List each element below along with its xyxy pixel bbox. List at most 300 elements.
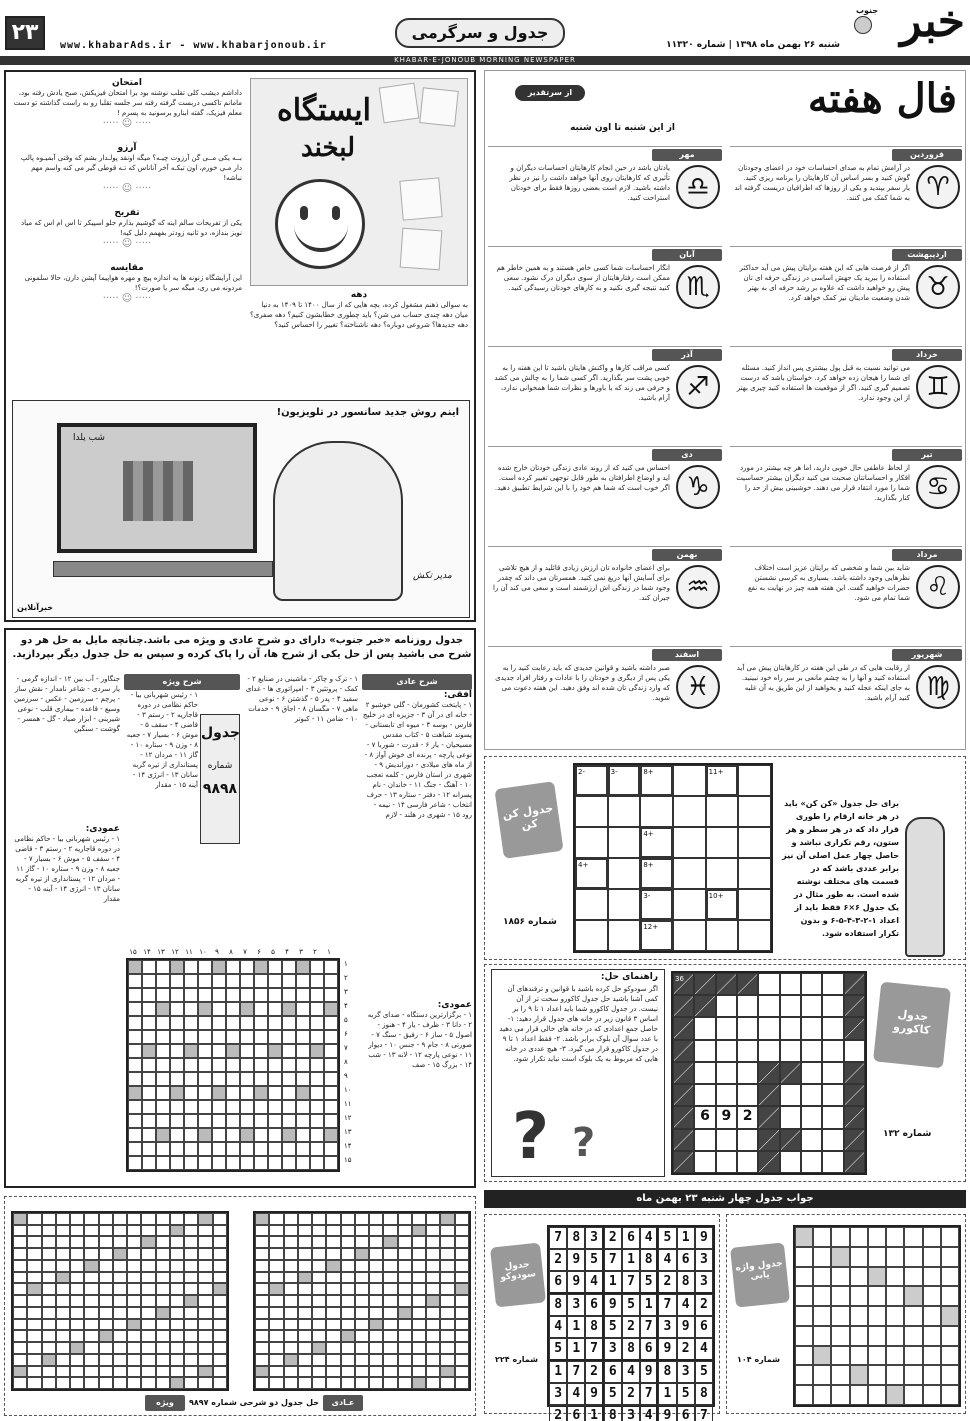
crossword-cell[interactable] xyxy=(240,1100,254,1114)
kakuro-cell[interactable] xyxy=(801,973,822,995)
crossword-cell[interactable] xyxy=(128,1086,142,1100)
crossword-cell[interactable] xyxy=(310,988,324,1002)
crossword-cell[interactable] xyxy=(310,1156,324,1170)
crossword-cell[interactable] xyxy=(142,1072,156,1086)
crossword-cell[interactable] xyxy=(240,1114,254,1128)
crossword-cell[interactable] xyxy=(226,1002,240,1016)
crossword-cell[interactable] xyxy=(282,1058,296,1072)
kenken-cell[interactable] xyxy=(673,889,706,920)
crossword-cell[interactable] xyxy=(198,1058,212,1072)
crossword-cell[interactable] xyxy=(212,974,226,988)
crossword-cell[interactable] xyxy=(310,1016,324,1030)
kakuro-cell[interactable] xyxy=(780,1106,801,1128)
crossword-cell[interactable] xyxy=(128,974,142,988)
crossword-cell[interactable] xyxy=(184,1156,198,1170)
crossword-cell[interactable] xyxy=(212,1072,226,1086)
crossword-cell[interactable] xyxy=(254,1142,268,1156)
crossword-cell[interactable] xyxy=(324,1100,338,1114)
crossword-cell[interactable] xyxy=(226,988,240,1002)
crossword-cell[interactable] xyxy=(198,1030,212,1044)
crossword-cell[interactable] xyxy=(324,1156,338,1170)
crossword-cell[interactable] xyxy=(282,1156,296,1170)
crossword-cell[interactable] xyxy=(212,1086,226,1100)
crossword-cell[interactable] xyxy=(282,1128,296,1142)
kenken-cell[interactable] xyxy=(706,765,739,796)
crossword-cell[interactable] xyxy=(128,1016,142,1030)
kakuro-cell[interactable] xyxy=(694,1106,715,1128)
kakuro-cell[interactable] xyxy=(822,1106,843,1128)
crossword-cell[interactable] xyxy=(296,1086,310,1100)
crossword-cell[interactable] xyxy=(240,988,254,1002)
kenken-cell[interactable] xyxy=(640,827,673,858)
crossword-cell[interactable] xyxy=(324,1128,338,1142)
crossword-cell[interactable] xyxy=(254,1086,268,1100)
crossword-cell[interactable] xyxy=(310,974,324,988)
crossword-cell[interactable] xyxy=(310,1072,324,1086)
crossword-cell[interactable] xyxy=(128,1142,142,1156)
kakuro-cell[interactable] xyxy=(780,1040,801,1062)
crossword-cell[interactable] xyxy=(296,1044,310,1058)
kakuro-cell[interactable] xyxy=(694,1084,715,1106)
crossword-cell[interactable] xyxy=(170,1114,184,1128)
crossword-cell[interactable] xyxy=(128,1072,142,1086)
crossword-cell[interactable] xyxy=(226,1058,240,1072)
crossword-cell[interactable] xyxy=(156,960,170,974)
crossword-grid[interactable] xyxy=(126,958,340,1172)
crossword-cell[interactable] xyxy=(226,1100,240,1114)
crossword-cell[interactable] xyxy=(226,1086,240,1100)
kakuro-cell[interactable] xyxy=(737,1040,758,1062)
kenken-cell[interactable] xyxy=(706,827,739,858)
crossword-cell[interactable] xyxy=(156,1086,170,1100)
crossword-cell[interactable] xyxy=(198,1156,212,1170)
crossword-cell[interactable] xyxy=(268,1142,282,1156)
kakuro-cell[interactable] xyxy=(694,1040,715,1062)
kakuro-grid[interactable] xyxy=(671,971,867,1175)
crossword-cell[interactable] xyxy=(310,1030,324,1044)
crossword-cell[interactable] xyxy=(268,1086,282,1100)
crossword-cell[interactable] xyxy=(156,1002,170,1016)
crossword-cell[interactable] xyxy=(310,1114,324,1128)
crossword-cell[interactable] xyxy=(156,1156,170,1170)
crossword-cell[interactable] xyxy=(324,988,338,1002)
crossword-cell[interactable] xyxy=(254,1100,268,1114)
kenken-cell[interactable] xyxy=(575,889,608,920)
kakuro-cell[interactable] xyxy=(737,1129,758,1151)
kakuro-cell[interactable] xyxy=(716,1106,737,1128)
crossword-cell[interactable] xyxy=(254,1156,268,1170)
kakuro-cell[interactable] xyxy=(716,1040,737,1062)
kakuro-cell[interactable] xyxy=(801,1040,822,1062)
kenken-cell[interactable] xyxy=(575,858,608,889)
kakuro-cell[interactable] xyxy=(716,1129,737,1151)
crossword-cell[interactable] xyxy=(212,1002,226,1016)
crossword-cell[interactable] xyxy=(184,1016,198,1030)
kenken-cell[interactable] xyxy=(575,920,608,951)
kakuro-cell[interactable] xyxy=(716,1062,737,1084)
kakuro-cell[interactable] xyxy=(801,1106,822,1128)
crossword-cell[interactable] xyxy=(184,960,198,974)
kakuro-cell[interactable] xyxy=(801,1017,822,1039)
crossword-cell[interactable] xyxy=(254,1114,268,1128)
crossword-cell[interactable] xyxy=(198,1128,212,1142)
crossword-cell[interactable] xyxy=(128,960,142,974)
kakuro-cell[interactable] xyxy=(758,973,779,995)
crossword-cell[interactable] xyxy=(128,1128,142,1142)
crossword-cell[interactable] xyxy=(156,1058,170,1072)
crossword-cell[interactable] xyxy=(212,960,226,974)
crossword-cell[interactable] xyxy=(296,1016,310,1030)
kenken-cell[interactable] xyxy=(640,765,673,796)
kenken-cell[interactable] xyxy=(706,796,739,827)
kakuro-cell[interactable] xyxy=(822,973,843,995)
crossword-cell[interactable] xyxy=(324,1086,338,1100)
crossword-cell[interactable] xyxy=(254,1044,268,1058)
crossword-cell[interactable] xyxy=(156,1016,170,1030)
crossword-cell[interactable] xyxy=(268,988,282,1002)
kenken-cell[interactable] xyxy=(738,827,771,858)
crossword-cell[interactable] xyxy=(156,1030,170,1044)
crossword-cell[interactable] xyxy=(254,974,268,988)
kenken-cell[interactable] xyxy=(706,858,739,889)
crossword-cell[interactable] xyxy=(268,1002,282,1016)
crossword-cell[interactable] xyxy=(282,974,296,988)
crossword-cell[interactable] xyxy=(296,1002,310,1016)
crossword-cell[interactable] xyxy=(268,960,282,974)
kakuro-cell[interactable] xyxy=(737,1106,758,1128)
crossword-cell[interactable] xyxy=(310,1142,324,1156)
crossword-cell[interactable] xyxy=(296,1128,310,1142)
kenken-cell[interactable] xyxy=(608,796,641,827)
kenken-cell[interactable] xyxy=(738,920,771,951)
crossword-cell[interactable] xyxy=(212,1114,226,1128)
crossword-cell[interactable] xyxy=(184,988,198,1002)
crossword-cell[interactable] xyxy=(184,1086,198,1100)
crossword-cell[interactable] xyxy=(296,1058,310,1072)
kenken-cell[interactable] xyxy=(706,920,739,951)
crossword-cell[interactable] xyxy=(212,1128,226,1142)
crossword-cell[interactable] xyxy=(198,1002,212,1016)
crossword-cell[interactable] xyxy=(296,1072,310,1086)
crossword-cell[interactable] xyxy=(212,1100,226,1114)
crossword-cell[interactable] xyxy=(142,1016,156,1030)
crossword-cell[interactable] xyxy=(184,1072,198,1086)
crossword-cell[interactable] xyxy=(184,1128,198,1142)
kenken-cell[interactable] xyxy=(738,765,771,796)
kakuro-cell[interactable] xyxy=(694,1017,715,1039)
crossword-cell[interactable] xyxy=(310,1128,324,1142)
crossword-cell[interactable] xyxy=(142,974,156,988)
kakuro-cell[interactable] xyxy=(780,973,801,995)
crossword-cell[interactable] xyxy=(212,1016,226,1030)
crossword-cell[interactable] xyxy=(254,1002,268,1016)
kakuro-cell[interactable] xyxy=(780,1151,801,1173)
crossword-cell[interactable] xyxy=(170,1100,184,1114)
kenken-cell[interactable] xyxy=(608,765,641,796)
crossword-cell[interactable] xyxy=(128,1002,142,1016)
crossword-cell[interactable] xyxy=(142,1100,156,1114)
crossword-cell[interactable] xyxy=(268,1100,282,1114)
kenken-cell[interactable] xyxy=(575,765,608,796)
crossword-cell[interactable] xyxy=(170,1142,184,1156)
crossword-cell[interactable] xyxy=(142,1086,156,1100)
crossword-cell[interactable] xyxy=(156,1044,170,1058)
crossword-cell[interactable] xyxy=(282,960,296,974)
crossword-cell[interactable] xyxy=(240,1156,254,1170)
crossword-cell[interactable] xyxy=(184,1002,198,1016)
crossword-cell[interactable] xyxy=(212,1156,226,1170)
crossword-cell[interactable] xyxy=(184,974,198,988)
kenken-cell[interactable] xyxy=(575,796,608,827)
kenken-cell[interactable] xyxy=(608,858,641,889)
kenken-cell[interactable] xyxy=(673,920,706,951)
crossword-cell[interactable] xyxy=(226,1072,240,1086)
crossword-cell[interactable] xyxy=(226,1128,240,1142)
kakuro-cell[interactable] xyxy=(822,1017,843,1039)
kakuro-cell[interactable] xyxy=(737,1151,758,1173)
crossword-cell[interactable] xyxy=(128,1044,142,1058)
crossword-cell[interactable] xyxy=(128,1100,142,1114)
crossword-cell[interactable] xyxy=(240,1128,254,1142)
crossword-cell[interactable] xyxy=(198,1100,212,1114)
crossword-cell[interactable] xyxy=(226,1044,240,1058)
crossword-cell[interactable] xyxy=(170,1016,184,1030)
websites[interactable]: www.khabarAds.ir - www.khabarjonoub.ir xyxy=(60,40,327,51)
crossword-cell[interactable] xyxy=(282,1044,296,1058)
crossword-cell[interactable] xyxy=(282,1030,296,1044)
crossword-cell[interactable] xyxy=(268,1156,282,1170)
crossword-cell[interactable] xyxy=(142,1156,156,1170)
crossword-cell[interactable] xyxy=(156,988,170,1002)
crossword-cell[interactable] xyxy=(170,960,184,974)
crossword-cell[interactable] xyxy=(324,960,338,974)
crossword-cell[interactable] xyxy=(296,1114,310,1128)
crossword-cell[interactable] xyxy=(226,1114,240,1128)
crossword-cell[interactable] xyxy=(184,1044,198,1058)
crossword-cell[interactable] xyxy=(282,1114,296,1128)
crossword-cell[interactable] xyxy=(170,1128,184,1142)
kakuro-cell[interactable] xyxy=(716,995,737,1017)
crossword-cell[interactable] xyxy=(198,988,212,1002)
crossword-cell[interactable] xyxy=(170,988,184,1002)
kakuro-cell[interactable] xyxy=(737,1062,758,1084)
crossword-cell[interactable] xyxy=(254,1058,268,1072)
kenken-grid[interactable] xyxy=(573,763,773,953)
crossword-cell[interactable] xyxy=(226,1156,240,1170)
kenken-cell[interactable] xyxy=(640,920,673,951)
crossword-cell[interactable] xyxy=(240,1072,254,1086)
kenken-cell[interactable] xyxy=(673,765,706,796)
crossword-cell[interactable] xyxy=(268,1114,282,1128)
kakuro-cell[interactable] xyxy=(801,1129,822,1151)
kenken-cell[interactable] xyxy=(738,796,771,827)
crossword-cell[interactable] xyxy=(170,1030,184,1044)
crossword-cell[interactable] xyxy=(198,1142,212,1156)
crossword-cell[interactable] xyxy=(310,1002,324,1016)
crossword-cell[interactable] xyxy=(184,1058,198,1072)
crossword-cell[interactable] xyxy=(156,1114,170,1128)
crossword-cell[interactable] xyxy=(324,1142,338,1156)
crossword-cell[interactable] xyxy=(128,988,142,1002)
crossword-cell[interactable] xyxy=(142,1002,156,1016)
crossword-cell[interactable] xyxy=(198,1044,212,1058)
crossword-cell[interactable] xyxy=(268,1030,282,1044)
crossword-cell[interactable] xyxy=(226,974,240,988)
crossword-cell[interactable] xyxy=(170,1002,184,1016)
crossword-cell[interactable] xyxy=(184,1030,198,1044)
kakuro-cell[interactable] xyxy=(716,1151,737,1173)
crossword-cell[interactable] xyxy=(240,1086,254,1100)
crossword-cell[interactable] xyxy=(324,1114,338,1128)
crossword-cell[interactable] xyxy=(296,1100,310,1114)
crossword-cell[interactable] xyxy=(254,1128,268,1142)
crossword-cell[interactable] xyxy=(128,1156,142,1170)
crossword-cell[interactable] xyxy=(324,1016,338,1030)
kakuro-cell[interactable] xyxy=(801,1084,822,1106)
crossword-cell[interactable] xyxy=(310,1086,324,1100)
crossword-cell[interactable] xyxy=(268,974,282,988)
crossword-cell[interactable] xyxy=(240,1044,254,1058)
crossword-cell[interactable] xyxy=(198,1072,212,1086)
kakuro-cell[interactable] xyxy=(737,1084,758,1106)
crossword-cell[interactable] xyxy=(156,1100,170,1114)
crossword-cell[interactable] xyxy=(240,974,254,988)
crossword-cell[interactable] xyxy=(128,1058,142,1072)
kakuro-cell[interactable] xyxy=(822,1151,843,1173)
crossword-cell[interactable] xyxy=(324,1072,338,1086)
crossword-cell[interactable] xyxy=(198,960,212,974)
crossword-cell[interactable] xyxy=(254,1030,268,1044)
crossword-cell[interactable] xyxy=(142,1128,156,1142)
crossword-cell[interactable] xyxy=(170,1072,184,1086)
crossword-cell[interactable] xyxy=(254,960,268,974)
crossword-cell[interactable] xyxy=(226,960,240,974)
crossword-cell[interactable] xyxy=(282,1002,296,1016)
crossword-cell[interactable] xyxy=(156,1072,170,1086)
kenken-cell[interactable] xyxy=(608,889,641,920)
crossword-cell[interactable] xyxy=(324,974,338,988)
crossword-cell[interactable] xyxy=(296,960,310,974)
crossword-cell[interactable] xyxy=(268,1058,282,1072)
kakuro-cell[interactable] xyxy=(844,1040,865,1062)
crossword-cell[interactable] xyxy=(142,988,156,1002)
crossword-cell[interactable] xyxy=(212,1044,226,1058)
crossword-cell[interactable] xyxy=(240,1058,254,1072)
crossword-cell[interactable] xyxy=(142,1044,156,1058)
kakuro-cell[interactable] xyxy=(822,1084,843,1106)
kenken-cell[interactable] xyxy=(640,858,673,889)
kenken-cell[interactable] xyxy=(640,889,673,920)
crossword-cell[interactable] xyxy=(268,1072,282,1086)
crossword-cell[interactable] xyxy=(254,1072,268,1086)
crossword-cell[interactable] xyxy=(254,1016,268,1030)
crossword-cell[interactable] xyxy=(310,1058,324,1072)
kakuro-cell[interactable] xyxy=(801,1062,822,1084)
crossword-cell[interactable] xyxy=(226,1030,240,1044)
kakuro-cell[interactable] xyxy=(758,995,779,1017)
kenken-cell[interactable] xyxy=(706,889,739,920)
kakuro-cell[interactable] xyxy=(716,1084,737,1106)
crossword-cell[interactable] xyxy=(198,1016,212,1030)
crossword-cell[interactable] xyxy=(296,988,310,1002)
kenken-cell[interactable] xyxy=(608,920,641,951)
crossword-cell[interactable] xyxy=(226,1142,240,1156)
crossword-cell[interactable] xyxy=(268,1128,282,1142)
crossword-cell[interactable] xyxy=(170,1086,184,1100)
kakuro-cell[interactable] xyxy=(801,995,822,1017)
crossword-cell[interactable] xyxy=(254,988,268,1002)
crossword-cell[interactable] xyxy=(184,1100,198,1114)
kakuro-cell[interactable] xyxy=(737,1017,758,1039)
crossword-cell[interactable] xyxy=(296,1142,310,1156)
crossword-cell[interactable] xyxy=(170,1156,184,1170)
crossword-cell[interactable] xyxy=(324,1030,338,1044)
kakuro-cell[interactable] xyxy=(780,1084,801,1106)
kenken-cell[interactable] xyxy=(575,827,608,858)
crossword-cell[interactable] xyxy=(282,1072,296,1086)
crossword-cell[interactable] xyxy=(324,1044,338,1058)
crossword-cell[interactable] xyxy=(240,1142,254,1156)
crossword-cell[interactable] xyxy=(240,1030,254,1044)
crossword-cell[interactable] xyxy=(212,988,226,1002)
kakuro-cell[interactable] xyxy=(780,1017,801,1039)
crossword-cell[interactable] xyxy=(310,960,324,974)
crossword-cell[interactable] xyxy=(198,974,212,988)
crossword-cell[interactable] xyxy=(142,1058,156,1072)
crossword-cell[interactable] xyxy=(170,1044,184,1058)
kakuro-cell[interactable] xyxy=(758,1040,779,1062)
crossword-cell[interactable] xyxy=(324,1058,338,1072)
crossword-cell[interactable] xyxy=(156,1142,170,1156)
crossword-cell[interactable] xyxy=(324,1002,338,1016)
crossword-cell[interactable] xyxy=(142,1030,156,1044)
kenken-cell[interactable] xyxy=(608,827,641,858)
crossword-cell[interactable] xyxy=(184,1142,198,1156)
crossword-cell[interactable] xyxy=(296,1030,310,1044)
kakuro-cell[interactable] xyxy=(822,1129,843,1151)
kakuro-cell[interactable] xyxy=(716,1017,737,1039)
crossword-cell[interactable] xyxy=(212,1142,226,1156)
crossword-cell[interactable] xyxy=(268,1016,282,1030)
crossword-cell[interactable] xyxy=(198,1114,212,1128)
kenken-cell[interactable] xyxy=(640,796,673,827)
kakuro-cell[interactable] xyxy=(694,1151,715,1173)
crossword-cell[interactable] xyxy=(296,974,310,988)
crossword-cell[interactable] xyxy=(142,1142,156,1156)
kakuro-cell[interactable] xyxy=(801,1151,822,1173)
crossword-cell[interactable] xyxy=(156,1128,170,1142)
kenken-cell[interactable] xyxy=(673,796,706,827)
crossword-cell[interactable] xyxy=(282,1086,296,1100)
crossword-cell[interactable] xyxy=(170,1058,184,1072)
crossword-cell[interactable] xyxy=(170,974,184,988)
kakuro-cell[interactable] xyxy=(822,1040,843,1062)
crossword-cell[interactable] xyxy=(310,1100,324,1114)
crossword-cell[interactable] xyxy=(142,960,156,974)
kakuro-cell[interactable] xyxy=(758,1017,779,1039)
kenken-cell[interactable] xyxy=(738,889,771,920)
crossword-cell[interactable] xyxy=(240,1016,254,1030)
crossword-cell[interactable] xyxy=(212,1058,226,1072)
kenken-cell[interactable] xyxy=(673,827,706,858)
kakuro-cell[interactable] xyxy=(694,1062,715,1084)
kakuro-cell[interactable] xyxy=(822,995,843,1017)
crossword-cell[interactable] xyxy=(128,1114,142,1128)
crossword-cell[interactable] xyxy=(268,1044,282,1058)
crossword-cell[interactable] xyxy=(156,974,170,988)
crossword-cell[interactable] xyxy=(212,1030,226,1044)
crossword-cell[interactable] xyxy=(128,1030,142,1044)
